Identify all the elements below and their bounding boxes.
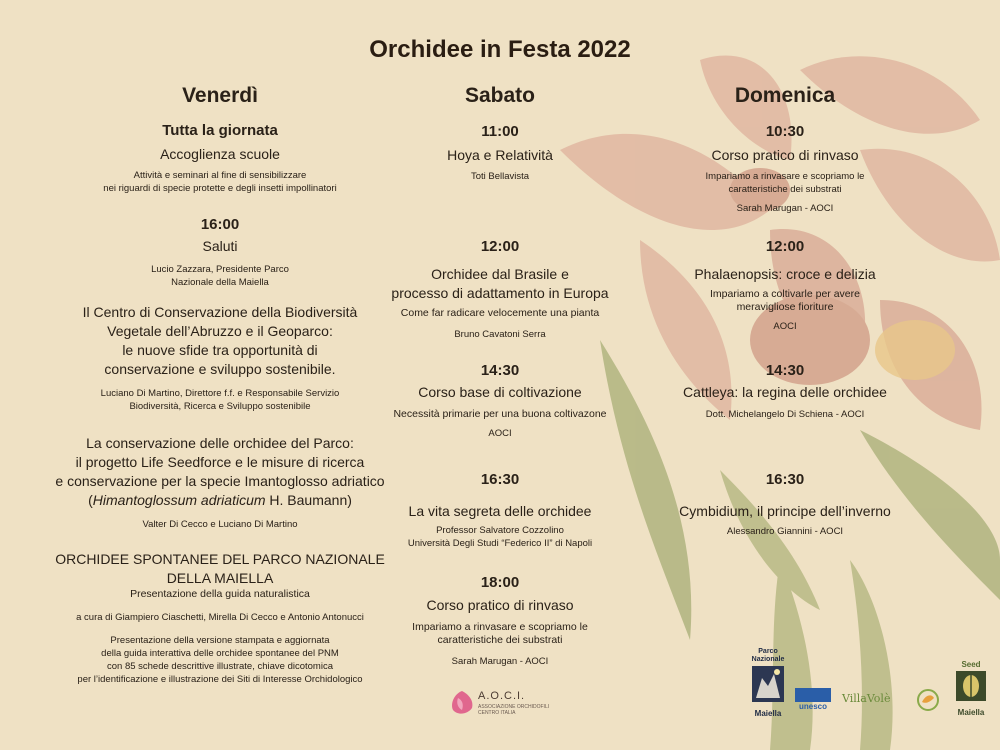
event-hoya <box>350 123 650 183</box>
event-desc: Come far radicare velocemente una pianta <box>400 307 600 319</box>
event-title: Accoglienza scuole <box>160 146 280 162</box>
event-title: La conservazione delle orchidee del Parco: <box>86 435 354 451</box>
orchid-flower-icon <box>448 688 476 718</box>
event-title: Corso pratico di rinvaso <box>426 597 574 613</box>
day-heading-saturday: Sabato <box>464 84 535 107</box>
event-desc: caratteristiche dei substrati <box>437 634 563 646</box>
event-desc: Presentazione della versione stampata e aggiornata <box>110 635 330 646</box>
aoci-name: A.O.C.I. <box>478 690 526 702</box>
event-time: 11:00 <box>481 123 519 140</box>
parco-maiella-logo <box>748 648 788 718</box>
event-time: 14:30 <box>765 362 805 379</box>
event-authors: a cura di Giampiero Ciaschetti, Mirella Di Cecco e Antonio Antonucci <box>76 612 364 623</box>
event-speaker: Sarah Marugan - AOCI <box>451 656 549 667</box>
wolf-icon <box>748 664 788 704</box>
event-speaker: Biodiversità, Ricerca e Sviluppo sostenibile <box>129 401 311 412</box>
event-brasile <box>350 238 650 341</box>
event-title: Orchidee dal Brasile e <box>431 266 569 282</box>
event-title: conservazione e sviluppo sostenibile. <box>104 361 336 377</box>
event-title: Saluti <box>202 238 238 254</box>
event-time: 10:30 <box>765 123 805 140</box>
aoci-subtitle: ASSOCIAZIONE ORCHIDOFILI CENTRO ITALIA <box>478 704 550 716</box>
event-desc: Necessità primarie per una buona coltivazone <box>393 408 607 420</box>
page-title: Orchidee in Festa 2022 <box>369 36 631 63</box>
villa-vole-text: VillaVolè <box>842 692 891 705</box>
event-title: le nuove sfide tra opportunità di <box>122 342 318 358</box>
event-time: 16:00 <box>200 216 240 233</box>
event-desc: per l’identificazione e illustrazione dei Siti di Interesse Orchidologico <box>77 674 363 685</box>
event-time: 16:30 <box>480 471 520 488</box>
event-desc: con 85 schede descrittive illustrate, chiave dicotomica <box>106 661 333 672</box>
event-title: Cattleya: la regina delle orchidee <box>683 384 887 400</box>
event-speaker: Luciano Di Martino, Direttore f.f. e Responsabile Servizio <box>100 388 340 399</box>
species-author: H. Baumann) <box>265 492 352 508</box>
unesco-logo <box>795 688 831 716</box>
event-speaker: AOCI <box>488 428 512 439</box>
event-corso-base <box>350 362 650 440</box>
event-time: 12:00 <box>765 238 805 255</box>
seed-icon <box>954 669 988 703</box>
day-heading-sunday: Domenica <box>734 84 836 107</box>
parco-logo-bottom: Maiella <box>754 709 782 718</box>
day-heading-friday: Venerdì <box>182 84 258 107</box>
parco-logo-top: Parco Nazionale <box>751 648 785 663</box>
event-speaker: Alessandro Giannini - AOCI <box>726 526 844 537</box>
event-speaker: Università Degli Studi “Federico II” di Napoli <box>407 538 593 549</box>
event-time: 18:00 <box>480 574 520 591</box>
event-title: Corso base di coltivazione <box>418 384 582 400</box>
villa-vole-logo <box>842 692 906 714</box>
event-cattleya <box>640 362 930 421</box>
event-title: Vegetale dell’Abruzzo e il Geoparco: <box>107 323 333 339</box>
event-desc: meravigliose fioriture <box>736 301 834 313</box>
event-time: Tutta la giornata <box>162 122 278 139</box>
event-cymbidium <box>640 471 930 538</box>
event-speaker: Dott. Michelangelo Di Schiena - AOCI <box>705 409 865 420</box>
event-time: 12:00 <box>480 238 520 255</box>
event-speaker: Lucio Zazzara, Presidente Parco <box>151 264 289 275</box>
event-speaker: Toti Bellavista <box>470 171 530 182</box>
unesco-emblem-icon <box>795 688 831 702</box>
event-title: ORCHIDEE SPONTANEE DEL PARCO NAZIONALE <box>55 551 385 567</box>
event-phalaenopsis <box>640 238 930 333</box>
event-subtitle: Presentazione della guida naturalistica <box>130 588 310 600</box>
seed-logo-top: Seed <box>961 660 981 669</box>
event-desc: Impariamo a rinvasare e scopriamo le <box>705 171 865 182</box>
event-speaker: AOCI <box>773 321 797 332</box>
event-rinvaso-sabato <box>350 574 650 668</box>
event-speaker: Valter Di Cecco e Luciano Di Martino <box>142 519 298 530</box>
paren-open: ( <box>88 492 93 508</box>
species-name: Himantoglossum adriaticum <box>92 492 266 508</box>
event-title: Phalaenopsis: croce e delizia <box>694 266 876 282</box>
event-vita-segreta <box>350 471 650 550</box>
event-title: La vita segreta delle orchidee <box>408 503 592 519</box>
event-title: Corso pratico di rinvaso <box>711 147 859 163</box>
seed-maiella-logo <box>954 660 988 718</box>
event-speaker: Bruno Cavatoni Serra <box>454 329 546 340</box>
event-rinvaso-domenica <box>640 123 930 215</box>
event-time: 14:30 <box>480 362 520 379</box>
event-title: il progetto Life Seedforce e le misure di ricerca <box>75 454 365 470</box>
event-desc: Attività e seminari al fine di sensibilizzare <box>133 170 307 181</box>
event-time: 16:30 <box>765 471 805 488</box>
event-desc: Impariamo a coltivarle per avere <box>710 288 860 300</box>
event-speaker: Nazionale della Maiella <box>171 277 269 288</box>
leaf-emblem-icon <box>914 688 942 712</box>
event-title: Cymbidium, il principe dell’inverno <box>679 503 891 519</box>
event-title: processo di adattamento in Europa <box>391 285 609 301</box>
event-title: e conservazione per la specie Imantoglosso adriatico <box>55 473 385 489</box>
event-desc: caratteristiche dei substrati <box>728 184 842 195</box>
event-desc: della guida interattiva delle orchidee spontanee del PNM <box>101 648 339 659</box>
event-title: Il Centro di Conservazione della Biodiversità <box>82 304 358 320</box>
seed-logo-bottom: Maiella <box>957 708 985 717</box>
event-speaker: Sarah Marugan - AOCI <box>736 203 834 214</box>
event-desc: Impariamo a rinvasare e scopriamo le <box>412 621 588 633</box>
event-speaker: Professor Salvatore Cozzolino <box>436 525 564 536</box>
event-desc: nei riguardi di specie protette e degli insetti impollinatori <box>103 183 337 194</box>
partner-logo <box>914 688 944 714</box>
event-title: Hoya e Relatività <box>447 147 553 163</box>
event-title: DELLA MAIELLA <box>166 570 274 586</box>
unesco-text: unesco <box>798 702 827 711</box>
aoci-logo <box>448 688 558 720</box>
